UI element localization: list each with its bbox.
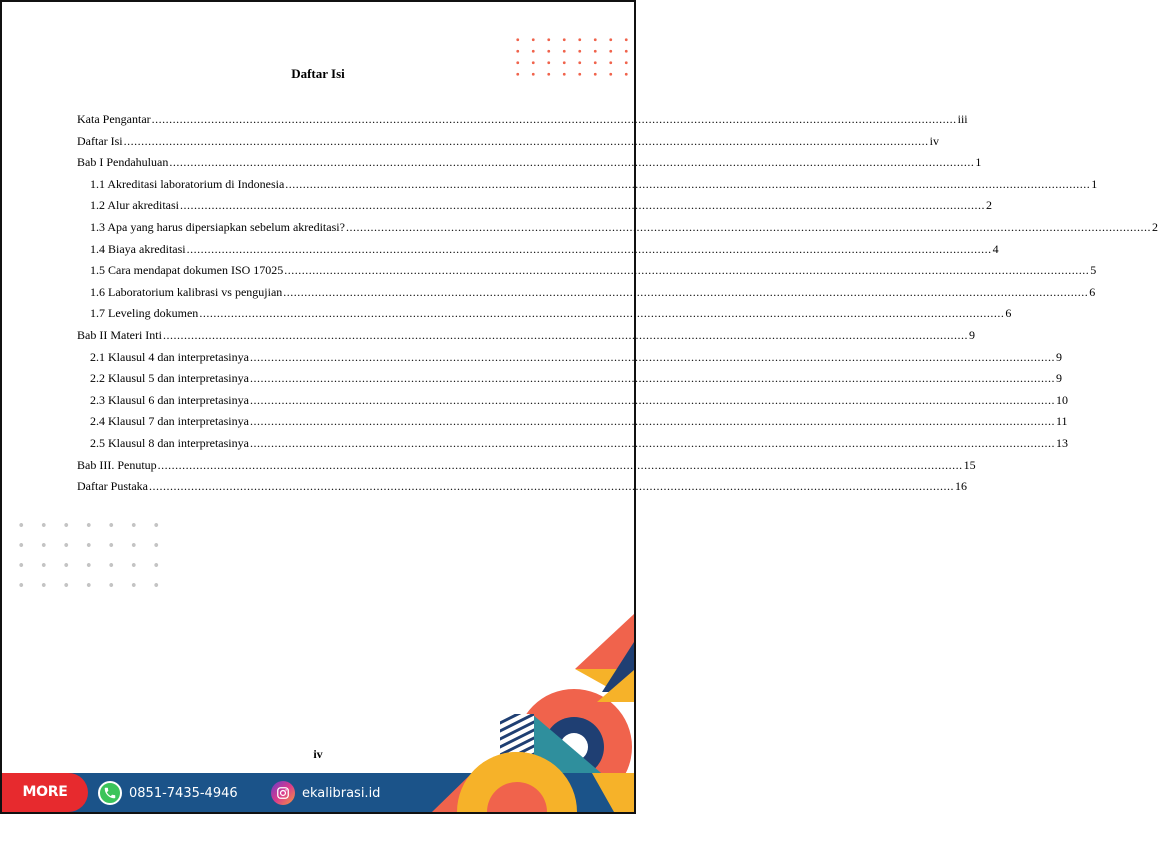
- toc-entry-label: Kata Pengantar: [77, 112, 151, 126]
- toc-entry-label: 2.2 Klausul 5 dan interpretasinya: [90, 371, 249, 386]
- toc-entry-label: 2.5 Klausul 8 dan interpretasinya: [90, 436, 249, 450]
- toc-entry-page: 2: [985, 198, 992, 213]
- toc-entry-page: 4: [992, 241, 999, 256]
- more-info-badge: MORE INFO: [2, 773, 88, 812]
- toc-entry-label: 1.4 Biaya akreditasi: [90, 241, 186, 256]
- toc-entry-label: 1.1 Akreditasi laboratorium di Indonesia: [90, 176, 285, 191]
- social-contact[interactable]: [271, 780, 380, 806]
- toc-entry-label: Bab I Pendahuluan: [77, 155, 169, 170]
- toc-entry-label: 2.4 Klausul 7 dan interpretasinya: [90, 414, 249, 429]
- toc-entry-page: 5: [1090, 263, 1097, 278]
- whatsapp-icon: [98, 781, 122, 805]
- toc-entry-page: 9: [1055, 371, 1062, 386]
- toc-entry-label: 1.7 Leveling dokumen: [90, 306, 199, 321]
- toc-entry-label: Bab II Materi Inti: [77, 328, 162, 342]
- toc-entry-page: 1: [1091, 176, 1098, 191]
- toc-entry-label: 1.6 Laboratorium kalibrasi vs pengujian: [90, 284, 283, 299]
- toc-entry-label: Daftar Pustaka: [77, 479, 148, 494]
- toc-entry-page: 9: [968, 328, 975, 342]
- instagram-icon: [271, 781, 295, 805]
- toc-entry-page: 10: [1055, 392, 1068, 407]
- page-title: Daftar Isi: [291, 66, 345, 81]
- toc-entry-page: 11: [1055, 414, 1068, 429]
- toc-entry-page: iii: [957, 112, 968, 126]
- toc-entry-page: 15: [963, 457, 976, 472]
- toc-entry-page: 13: [1055, 436, 1068, 450]
- toc-entry-page: 2: [1151, 220, 1158, 234]
- toc-entry-label: Daftar Isi: [77, 133, 123, 148]
- toc-entry-label: Bab III. Penutup: [77, 457, 157, 472]
- toc-entry-page: 6: [1005, 306, 1012, 321]
- toc-entry-page: iv: [929, 133, 939, 148]
- toc-entry-label: 2.3 Klausul 6 dan interpretasinya: [90, 392, 249, 407]
- social-handle: ekalibrasi.id: [302, 785, 381, 801]
- toc-entry-page: 1: [975, 155, 982, 170]
- toc-entry-label: 1.2 Alur akreditasi: [90, 198, 179, 213]
- phone-number: 0851-7435-4946: [129, 785, 238, 801]
- footer-corner-decoration: [2, 2, 634, 812]
- toc-entry-page: 16: [954, 479, 967, 494]
- toc-entry-page: 6: [1089, 284, 1096, 299]
- toc-entry-page: 9: [1055, 349, 1062, 364]
- toc-entry-label: 2.1 Klausul 4 dan interpretasinya: [90, 349, 249, 364]
- phone-contact[interactable]: [98, 780, 238, 806]
- toc-entry-label: 1.5 Cara mendapat dokumen ISO 17025: [90, 263, 284, 278]
- page-number: iv: [313, 747, 323, 761]
- toc-entry-label: 1.3 Apa yang harus dipersiapkan sebelum akreditasi?: [90, 220, 345, 234]
